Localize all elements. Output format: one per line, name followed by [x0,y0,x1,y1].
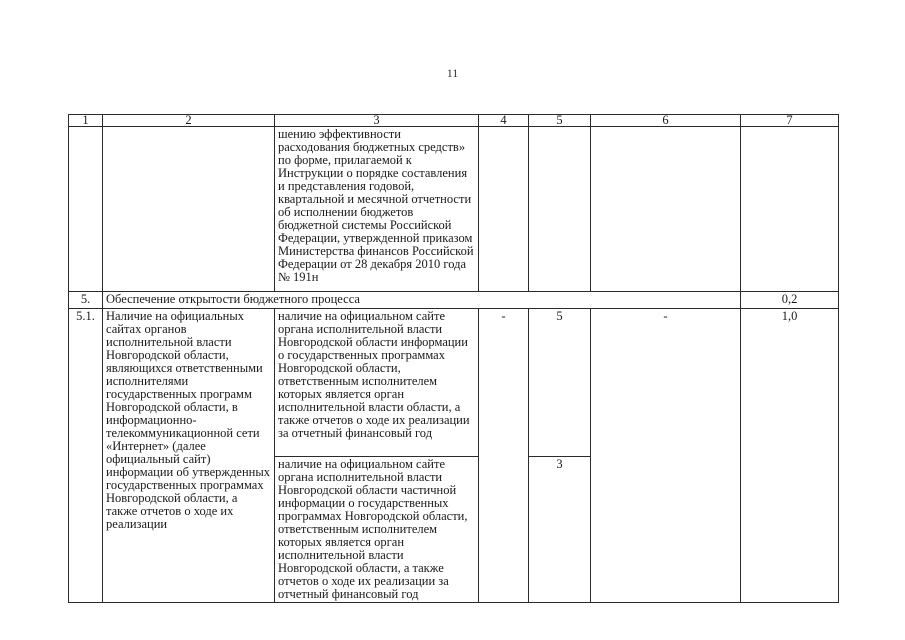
cont-col-5 [529,127,591,292]
cont-col-7 [741,127,839,292]
header-col-5: 5 [529,115,591,127]
criteria-table [68,114,839,603]
section-number: 5. [69,292,103,309]
header-col-1: 1 [69,115,103,127]
cont-criterion-text: шению эффективности расходования бюджетных средств» по форме, прилагаемой к Инструкции о порядке составления и представления годовой, квартальной и месячной отчетности об исполнении бюджетов бюджетной системы Российской Федерации, утвержденной приказом Министерства финансов Российской Федерации от 28 декабря 2010 года № 191н [275,127,479,292]
header-col-4: 4 [479,115,529,127]
section-row [69,292,839,309]
page-number: 11 [446,66,459,80]
continuation-row [69,127,839,292]
header-col-3: 3 [275,115,479,127]
cont-col-4 [479,127,529,292]
item-number: 5.1. [69,309,103,603]
item-col-4: - [479,309,529,603]
cont-col-6 [591,127,741,292]
header-col-7: 7 [741,115,839,127]
item-description: Наличие на официальных сайтах органов исполнительной власти Новгородской области, являющихся ответственными исполнителями государственных программ Новгородской области, в информационно-телекоммуникационной сети «Интернет» (далее официальный сайт) информации об утвержденных государственных программах Новгородской области, а также отчетов о ходе их реализации [103,309,275,603]
header-col-2: 2 [103,115,275,127]
item-score-1: 5 [529,309,591,457]
item-criterion-1: наличие на официальном сайте органа исполнительной власти Новгородской области информации о государственных программах Новгородской области, ответственным исполнителем которых является орган исполнительной власти области, а также отчетов о ходе их реализации за отчетный финансовый год [275,309,479,457]
item-weight: 1,0 [741,309,839,603]
cont-col-2 [103,127,275,292]
item-row-1 [69,309,839,457]
header-col-6: 6 [591,115,741,127]
cont-col-1 [69,127,103,292]
item-score-2: 3 [529,457,591,603]
item-col-6: - [591,309,741,603]
section-title: Обеспечение открытости бюджетного процесса [103,292,741,309]
item-criterion-2: наличие на официальном сайте органа исполнительной власти Новгородской области частичной информации о государственных программах Новгородской области, ответственным исполнителем которых является орган исполнительной власти Новгородской области, а также отчетов о ходе их реализации за отчетный финансовый год [275,457,479,603]
header-row [69,115,839,127]
section-weight: 0,2 [741,292,839,309]
